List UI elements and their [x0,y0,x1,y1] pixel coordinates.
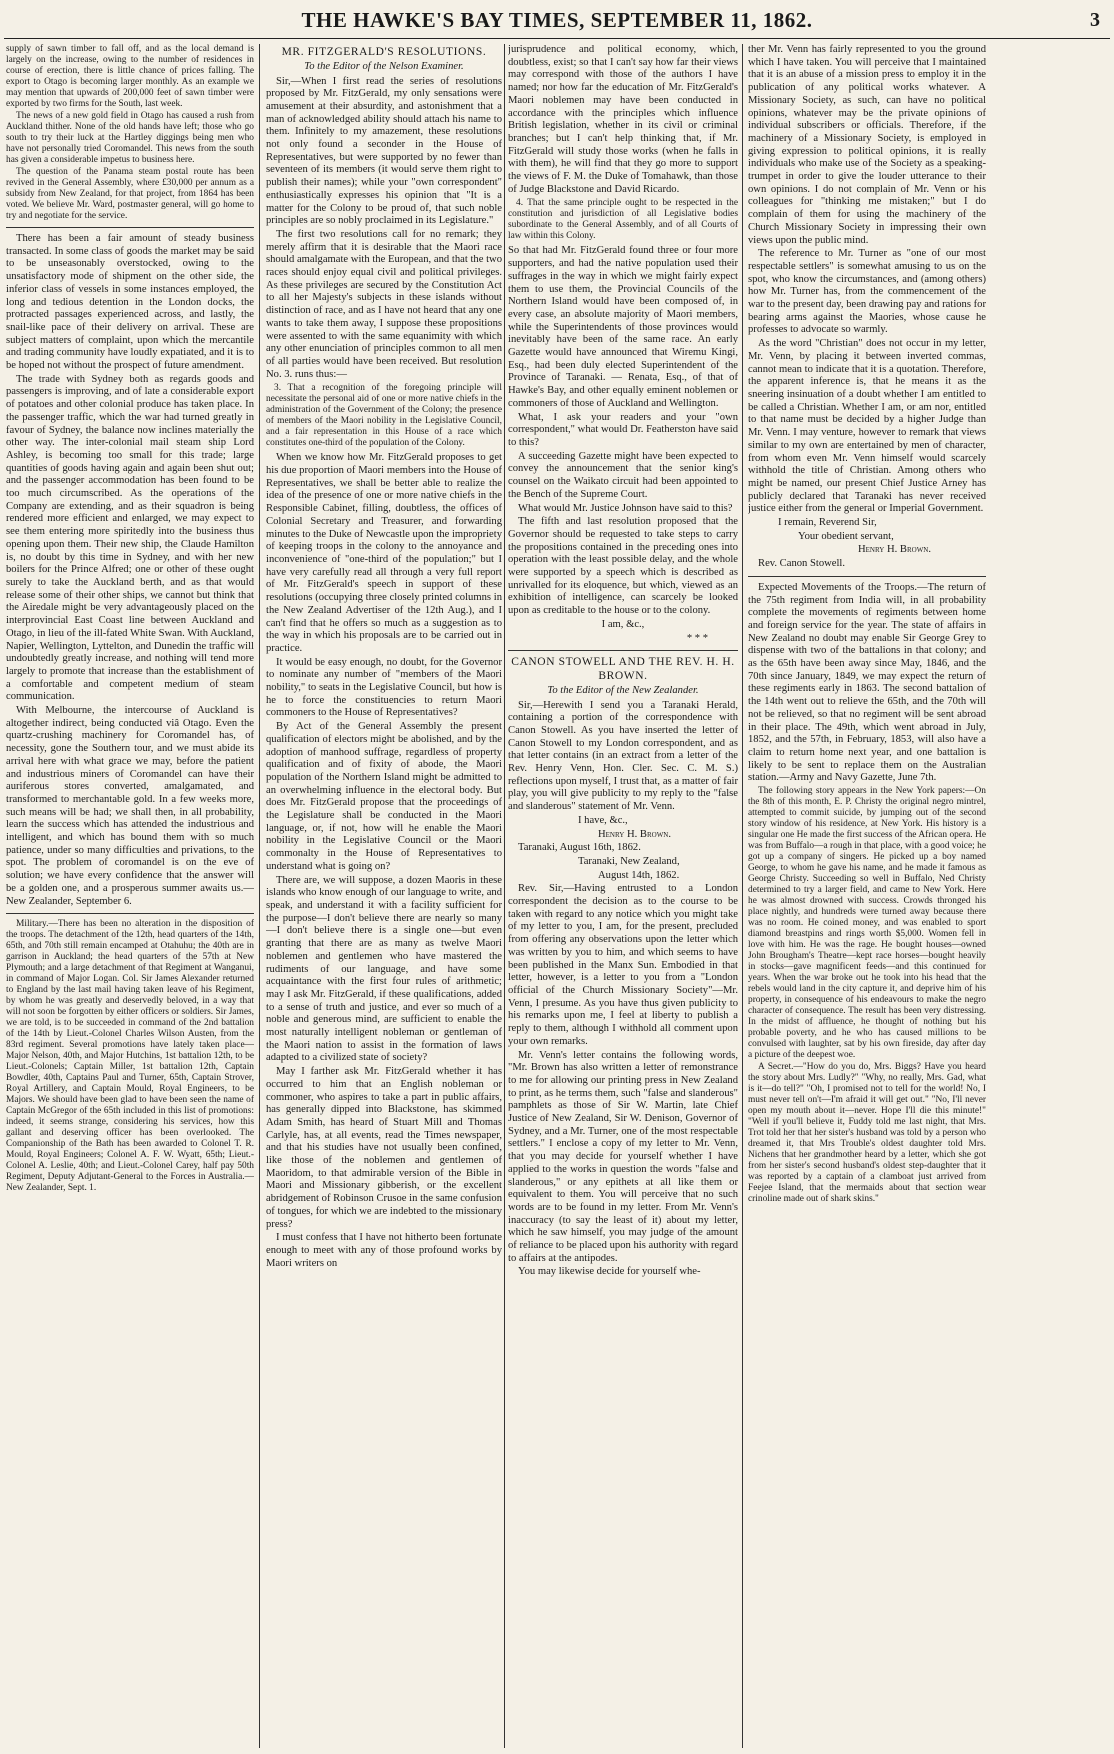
paragraph: Rev. Sir,—Having entrusted to a London correspondent the decision as to the course to be taken with regard to any notice which you might take of my letter to you, I am, for the present, precluded from offering any observations upon the letter which was written by you to him, and which seems to have been published in the Manx Sun. Embodied in that letter, however, is a letter to you from a "London official of the Church Missionary Society"—Mr. Venn, I presume. As you have thus given publicity to his remarks upon me, I feel at liberty to publish a reply to them, although I withhold all comment upon your own remarks. [508,883,738,1047]
paragraph: When we know how Mr. FitzGerald proposes to get his due proportion of Maori members into the House of Representatives, we shall be better able to realize the idea of the presence of one or more native chiefs in the Responsible Cabinet, filling, doubtless, the offices of Colonial Secretary and Treasurer, and forwarding minutes to the Duke of Newcastle upon the impropriety of keeping troops in the colony to the annoyance and inconvenience of "one-third of the population;" but I have very carefully read all through a very full report of Mr. FitzGerald's speech in support of these resolutions (occupying three closely printed columns in the New Zealand Advertiser of the 12th Aug.), and I can't find that he offers so much as a suggestion as to the way in which his proposals are to be carried out in practice. [266,452,502,654]
addressee: Rev. Canon Stowell. [758,558,845,570]
page-number: 3 [1090,9,1100,31]
resolution-quote: 4. That the same principle ought to be respected in the constitution and jurisdiction of all Legislative bodies subordinate to the General Assembly, and of all Courts of law within this Colony. [508,198,738,242]
column-4 [748,44,986,1748]
paragraph: The trade with Sydney both as regards goods and passengers is improving, and of late a considerable export of potatoes and other colonial produce has taken place. In the passenger traffic, which the war had turned greatly in favour of Sydney, the balance now inclines materially the other way. The inter-colonial mail steam ship Lord Ashley, is becoming too small for this trade; large quantities of goods having again and again been shut out; and the passenger accommodation has been found to be too much circumscribed. As the operations of the Company are extending, and as their squadron is being rendered more efficient and enlarged, we may expect to see them entering more spiritedly into the business thus opening upon them. Their new ship, the Claude Hamilton is, no doubt by this time in Sydney, and with her new boilers for the Prince Alfred; one or other of these ought surely to take the Auckland berth, and as that would release some of their other ships, we cannot but think that the Airedale might be very advantageously placed on the interprovincial East Coast line between Auckland and Otago, in lieu of the ill-fated White Swan. With Auckland, Napier, Wellington, Lyttelton, and Dunedin the traffic will undoubtedly greatly increase, and nothing will tend more largely to promote that increase than the establishment of a comfortable and competent medium of steam communication. [6,373,254,703]
paragraph: As the word "Christian" does not occur in my letter, Mr. Venn, by placing it between inverted commas, cannot mean to indicate that it is a quotation. Therefore, the apparent inference is, that he means it as the sneering insinuation of a doubt whether I am entitled to be called a Christian. Whether I am, or am nor, entitled to that name must be decided by a higher Judge than Mr. Venn. I may venture, however to remark that views similar to my own are entertained by men of character, from whom even Mr. Venn himself would scarcely withhold the title of Christian. Among others who might be named, our present Chief Justice Arney has publicly declared that Taranaki has never received justice either from the general or Imperial Government. [748,338,986,515]
paragraph: Sir,—When I first read the series of resolutions proposed by Mr. FitzGerald, my only sensations were amusement at their absurdity, and astonishment that a man of acknowledged ability should attach his name to them. Infinitely to my amazement, these resolutions not only found a seconder in the House of Representatives, but were supported by no fewer than seventeen of its members (it would serve them right to publish their names); while your "own correspondent" enthusiastically expresses his opinion that "It is a matter for the Colony to be proud of, that such noble principles are so nobly proclaimed in its Legislature." [266,75,502,227]
paragraph: Sir,—Herewith I send you a Taranaki Herald, containing a portion of the correspondence with Canon Stowell. As you have inserted the letter of Canon Stowell to my London correspondent, and as that letter contains (in an extract from a letter of the Rev. Henry Venn, Hon. Cler. Sec. C. M. S.) reflections upon myself, I trust that, as a matter of fair play, you will give publicity to my reply to the "false and slanderous" statement of Mr. Venn. [508,699,738,813]
article-heading: MR. FITZGERALD'S RESOLUTIONS. [281,46,487,58]
paragraph: With Melbourne, the intercourse of Auckland is altogether indirect, being conducted viâ Otago. Even the quartz-crushing machinery for Coromandel has, of necessity, gone the Southern tour, and we must abide its arrival here with what grace we may, before the patient and industrious miners of Coromandel can have their auriferous stores converted, amalgamated, and transformed to merchantable gold. In a few weeks more, such means will be had; we shall then, in all probability, learn the success which has attended the industrious and intelligent, and which has bound them with so much patience, under so many difficulties and privations, to the spot. The problem of coromandel is on the eve of solution; we have every confidence that the answer will be a golden one, and a prosperous summer awaits us.—New Zealander, September 6. [6,705,254,907]
column-2 [266,44,502,1748]
article-subheading: To the Editor of the New Zealander. [547,684,699,696]
paragraph: supply of sawn timber to fall off, and as the local demand is largely on the increase, owing to the number of residences in course of erection, there is little chance of prices falling. The export to Otago is becoming larger monthly. As an example we may mention that upwards of 200,000 feet of sawn timber were exported by two firms for the South, last week. [6,44,254,109]
dateline: Taranaki, August 16th, 1862. [518,842,641,854]
secret-article: A Secret.—"How do you do, Mrs. Biggs? Have you heard the story about Mrs. Ludly?" "Why, no really, Mrs. Gad, what is it—do tell?" "Oh, I promised not to tell for the world! No, I must never tell on't—I'm afraid it will get out." "No, I'll never open my mouth about it—never. Hope I'll die this minute!" "Well if you'll believe it, Fuddy told me last night, that Mrs. Trot told her that her sister's husband was told by a person who dreamed it, that Mrs Trouble's oldest daughter told Mrs. Nichens that her grandmother heard by a letter, which she got from her sister's second husband's oldest step-daughter that it was reported by a captain of a clamboat just arrived from Feejee Island, that the mermaids about that section wear crinoline made out of shark skins." [748,1062,986,1205]
column-divider [504,44,505,1748]
paragraph: The news of a new gold field in Otago has caused a rush from Auckland thither. None of the old hands have left; those who go south to try their luck at the Hartley diggings being men who have not personally tried Coromandel. This news from the south has given a considerable impetus to business here. [6,111,254,165]
article-subheading: To the Editor of the Nelson Examiner. [304,60,464,72]
closing: Your obedient servant, [798,530,894,542]
paragraph: The reference to Mr. Turner as "one of our most respectable settlers" is somewhat amusing to us on the spot, who know the circumstances, and (among others) how Mr. Turner has, from the commencement of the war to the present day, been drawing pay and rations for bearing arms against the Maories, whose cause he professes to advocate so warmly. [748,248,986,336]
paragraph: The first two resolutions call for no remark; they merely affirm that it is desirable that the Maori race should amalgamate with the European, and that the two races should enjoy equal civil and political privileges. As these privileges are secured by the Constitution Act to all her Majesty's subjects in these islands without distinction of race, and as I have not heard that any one wants to take them away, I suppose these propositions were assented to with the same equanimity with which any other enunciation of principles common to all men of all parties would have been received. But resolution No. 3. runs thus:— [266,228,502,380]
section-rule [508,650,738,651]
signoff: I am, &c., [601,618,645,630]
paragraph: There has been a fair amount of steady business transacted. In some class of goods the market may be said to be unseasonably overstocked, owing to the unsatisfactory mode of shipment on the other side, the inferior class of vessels in some instances employed, the long and tedious detention in the London docks, the protracted passages experienced across, and lastly, the snail-like pace of their delivery on arrival. These are subject matters of complaint, upon which the mercantile and trading community have loudly expatiated, and it is to be hoped not without the prospect of future amendment. [6,233,254,372]
paragraph: The fifth and last resolution proposed that the Governor should be requested to take steps to carry the propositions contained in the preceding ones into operation with the least possible delay, and the whole were supported by a speech which is described as unrivalled for its eloquence, but which, viewed as an exhibition of intelligence, can scarcely be looked upon as creditable to the house or to the colony. [508,516,738,617]
closing: I remain, Reverend Sir, [778,517,877,529]
column-divider [259,44,260,1748]
date: August 14th, 1862. [598,869,680,881]
closing: I have, &c., [578,814,628,826]
paragraph: Mr. Venn's letter contains the following words, "Mr. Brown has also written a letter of remonstrance to me for allowing our printing press in New Zealand to print, as he terms them, such "false and slanderous" pamphlets as those of Sir W. Martin, late Chief Justice of New Zealand, Sir W. Denison, Governor of Sydney, and a Mr. Turner, one of the most respectable settlers." I enclose a copy of my letter to Mr. Venn, that you may decide for yourself whether I have applied to the works in question the words "false and slanderous," or any epithets at all like them or equivalent to them. You will perceive that no such words are to be found in my letter. From Mr. Venn's inaccuracy (to say the least of it) about my letter, which he saw himself, you may judge of the amount of reliance to be placed upon his authority with regard to affairs at the antipodes. [508,1049,738,1264]
paragraph: It would be easy enough, no doubt, for the Governor to nominate any number of "members of the Maori nobility," to seats in the Legislative Council, but how is he to force the constituencies to return Maori commoners to the House of Representatives? [266,656,502,719]
paragraph: What would Mr. Justice Johnson have said to this? [518,502,733,514]
paragraph: I must confess that I have not hitherto been fortunate enough to meet with any of those profound works by Maori writers on [266,1232,502,1269]
resolution-quote: 3. That a recognition of the foregoing principle will necessitate the personal aid of one or more native chiefs in the administration of the Government of the Colony; the presence of members of the Maori nobility in the Legislative Council, and a fair representation in this House of a race which constitutes one-third of the population of the Colony. [266,383,502,449]
troops-article: Expected Movements of the Troops.—The return of the 75th regiment from India will, in all probability complete the movements of regiments between home and foreign service for the year. The state of affairs in New Zealand no doubt may enable Sir George Grey to dispense with two of the battalions in that colony; and as the 65th have been away since May, 1846, and the 70th since January, 1849, we may expect the return of these regiments early in 1863. The second battalion of the 14th went out to relieve the 65th, and the 70th will not be relieved, so that no regiment will be sent abroad in their place. The 49th, which went abroad in July, 1852, and the 57th, in February, 1853, will also have a claim to return home next year, and one battalion is likely to be sent to replace them on the Australian station.—Army and Navy Gazette, June 7th. [748,581,986,784]
military-article: Military.—There has been no alteration in the disposition of the troops. The detachment of the 12th, head quarters of the 14th, 65th, and 70th still remain encamped at Otahuhu; the 40th are in garrison in Auckland; the head quarters of the 57th at New Plymouth; and a large detachment of that Regiment at Wanganui, in command of Major Logan. Col. Sir James Alexander returned to England by the last mail having taken leave of his Regiment, by whom he was greatly and deservedly beloved, in a way that will not soon be forgotten by either officers or soldiers. Sir James, we are told, is to be succeeded in command of the 2nd battalion of the 14th by Lieut.-Colonel Charles Wilson Austen, from the 83rd regiment. Several promotions have lately taken place—Major Nelson, 40th, and Major Hutchins, 1st battalion 12th, to be Lieut.-Colonels; Captain Miller, 1st battalion 12th, Captain Bowdler, 40th, Captains Paul and Turner, 65th, Captain Strover, Royal Artillery, and Captain Mould, Royal Engineers, to be Majors. We should have been glad to have been seen the name of Captain McGregor of the 65th included in this list of promotions: indeed, it seems strange, considering his services, how this gallant and deserving officer has been overlooked. The Companionship of the Bath has been awarded to Colonel T. R. Mould, Royal Engineers; Colonel A. F. W. Wyatt, 65th; Lieut.-Colonel A. Leslie, 40th; and Lieut.-Colonel Carey, half pay 50th Regiment, Deputy Adjutant-General to the Forces in Australia.—New Zealander, Sept. 1. [6,919,254,1194]
signature: Henry H. Brown. [598,828,672,840]
paragraph: What, I ask your readers and your "own correspondent," what would Dr. Featherston have said to this? [508,411,738,448]
masthead-rule [4,38,1110,39]
paragraph: There are, we will suppose, a dozen Maoris in these islands who know enough of our language to write, and speak, and understand it with a facility sufficient for the purpose—I don't believe there are nearly so many—I don't believe there is a single one—but even granting that there are as many as twelve Maori noblemen and gentlemen who have mastered the rudiments of our language, and have some acquaintance with the first four rules of arithmetic; may I ask Mr. FitzGerald, if these qualifications, added to a sense of truth and justice, and ever so much of a noble and generous mind, are sufficient to enable the most naturally intelligent nobleman or gentleman of the Maori nation to assist in the formation of laws adapted to a civilized state of society? [266,874,502,1064]
paragraph: jurisprudence and political economy, which, doubtless, exist; so that I can't say how far their views may correspond with those of the authors I have named; nor how far the education of Mr. FitzGerald's Maori noblemen may have been conducted in accordance with the principles which influence British legislation, whether in its civil or criminal branches; but I can't help thinking that, if Mr. FitzGerald will study those works (when he falls in with them), he will find that they go more to support the views of F. M. the Duke of Tomahawk, than those of Judge Blackstone and David Ricardo. [508,44,738,195]
paragraph: The question of the Panama steam postal route has been revived in the General Assembly, where £30,000 per annum as a subsidy from New Zealand, for that project, from 1864 has been voted. We believe Mr. Ward, postmaster general, will go home to try and negotiate for the service. [6,167,254,221]
paragraph: You may likewise decide for yourself whe- [518,1266,701,1278]
paragraph: By Act of the General Assembly the present qualification of electors might be abolished, and by the adoption of manhood suffrage, regardless of property qualification and of fixity of abode, the Maori population of the Northern Island might be admitted to an overwhelming influence in the electoral body. But does Mr. FitzGerald propose that the proceedings of the Legislature shall be conducted in the Maori language, or, if not, how will he enable the Maori nobility in the Legislative Council or the Maori commonalty in the House of Representatives to understand what is going on? [266,721,502,872]
column-divider [742,44,743,1748]
masthead [0,0,1114,44]
paragraph: So that had Mr. FitzGerald found three or four more supporters, and had the native population used their suffrages in the way in which we might fairly expect them to use them, the Provincial Councils of the Northern Island would have been composed of, in every case, an absolute majority of Maori members, while the Superintendents of those provinces would inevitably have been of the same race. An early Gazette would have announced that Wiremu Kingi, Esq., had been duly elected Superintendent of the Province of Taranaki. — Renata, Esq., of that of Hawke's Bay, and other equally eminent noblemen or commoners of those of Auckland and Wellington. [508,245,738,409]
christy-article: The following story appears in the New York papers:—On the 8th of this month, E. P. Christy the original negro mintrel, attempted to commit suicide, by jumping out of the second story window of his residence, at New York. His history is a singular one He made the first success of the African opera. He was from Buffalo—a rough in that place, with a good voice; he got up a company of singers. He picked up a boy named George, to whom he gave his name, and he made it famous as George Christy. Succeeding so well in Buffalo, Ned Christy determined to try a larger field, and came to New York. Here he was almost drowned with success. Crowds thronged his place nightly, and hundreds were turned away because there was no room. He coined money, and was enabled to sport diamond breastpins and rings worth $5,000. Women fell in love with him. He was the rage. He bought houses—owned John Brougham's Theatre—kept race horses—bought heavily in stocks—gave magnificent feeds—and this continued for years. When the war broke out he took into his head that the rebels would land in the city capture it, and deprive him of his property, in consequence of his endeavours to make the negro character of consequence. The result has been very distressing. In the midst of affluence, he thought of nothing but his probable poverty, and he who has caused millions to be convulsed with laughter, sat by his own fireside, day after day a picture of the deepest woe. [748,786,986,1061]
section-rule [6,227,254,228]
stars: * * * [686,632,708,644]
newspaper-title: THE HAWKE'S BAY TIMES, SEPTEMBER 11, 1862. [301,8,813,32]
paragraph: ther Mr. Venn has fairly represented to you the ground which I have taken. You will perceive that I maintained that it is an abuse of a mission press to employ it in the publication of any political works whatever. A Missionary Society, as such, can have no political opinions, whatever may be the private opinions of individual subscribers or officials. Therefore, if the machinery of a Missionary Society, is employed in giving expression to political opinions, it is really individuals who make use of the Society as a speaking-trumpet in order to give the louder utterance to their own opinions. I do not complain of Mr. Venn or his colleagues for "thinking me mistaken;" but I do complain of them for using the machinery of the Church Missionary Society in impressing their own views upon the public mind. [748,44,986,246]
section-rule [748,576,986,577]
paragraph: May I farther ask Mr. FitzGerald whether it has occurred to him that an English nobleman or commoner, who aspires to take a part in public affairs, has generally dipped into Blackstone, has skimmed Adam Smith, has heard of Stuart Mill and Thomas Carlyle, has, at all events, read the Times newspaper, and that his studies have not usually been confined, like those of the noblemen and gentlemen of Maoridom, to that admirable version of the Bible in Maori and Missionary gibberish, or the excellent abridgement of Robinson Crusoe in the same confusion of tongues, for which we are indebted to the missionary press? [266,1066,502,1230]
article-heading: CANON STOWELL AND THE REV. H. H. BROWN. [511,656,735,683]
place: Taranaki, New Zealand, [578,855,680,867]
column-3 [508,44,738,1748]
signature: Henry H. Brown. [858,544,932,556]
paragraph: A succeeding Gazette might have been expected to convey the announcement that the senior king's counsel on the Waikato circuit had been appointed to the Bench of the Supreme Court. [508,450,738,500]
section-rule [6,913,254,914]
column-1 [6,44,254,1748]
